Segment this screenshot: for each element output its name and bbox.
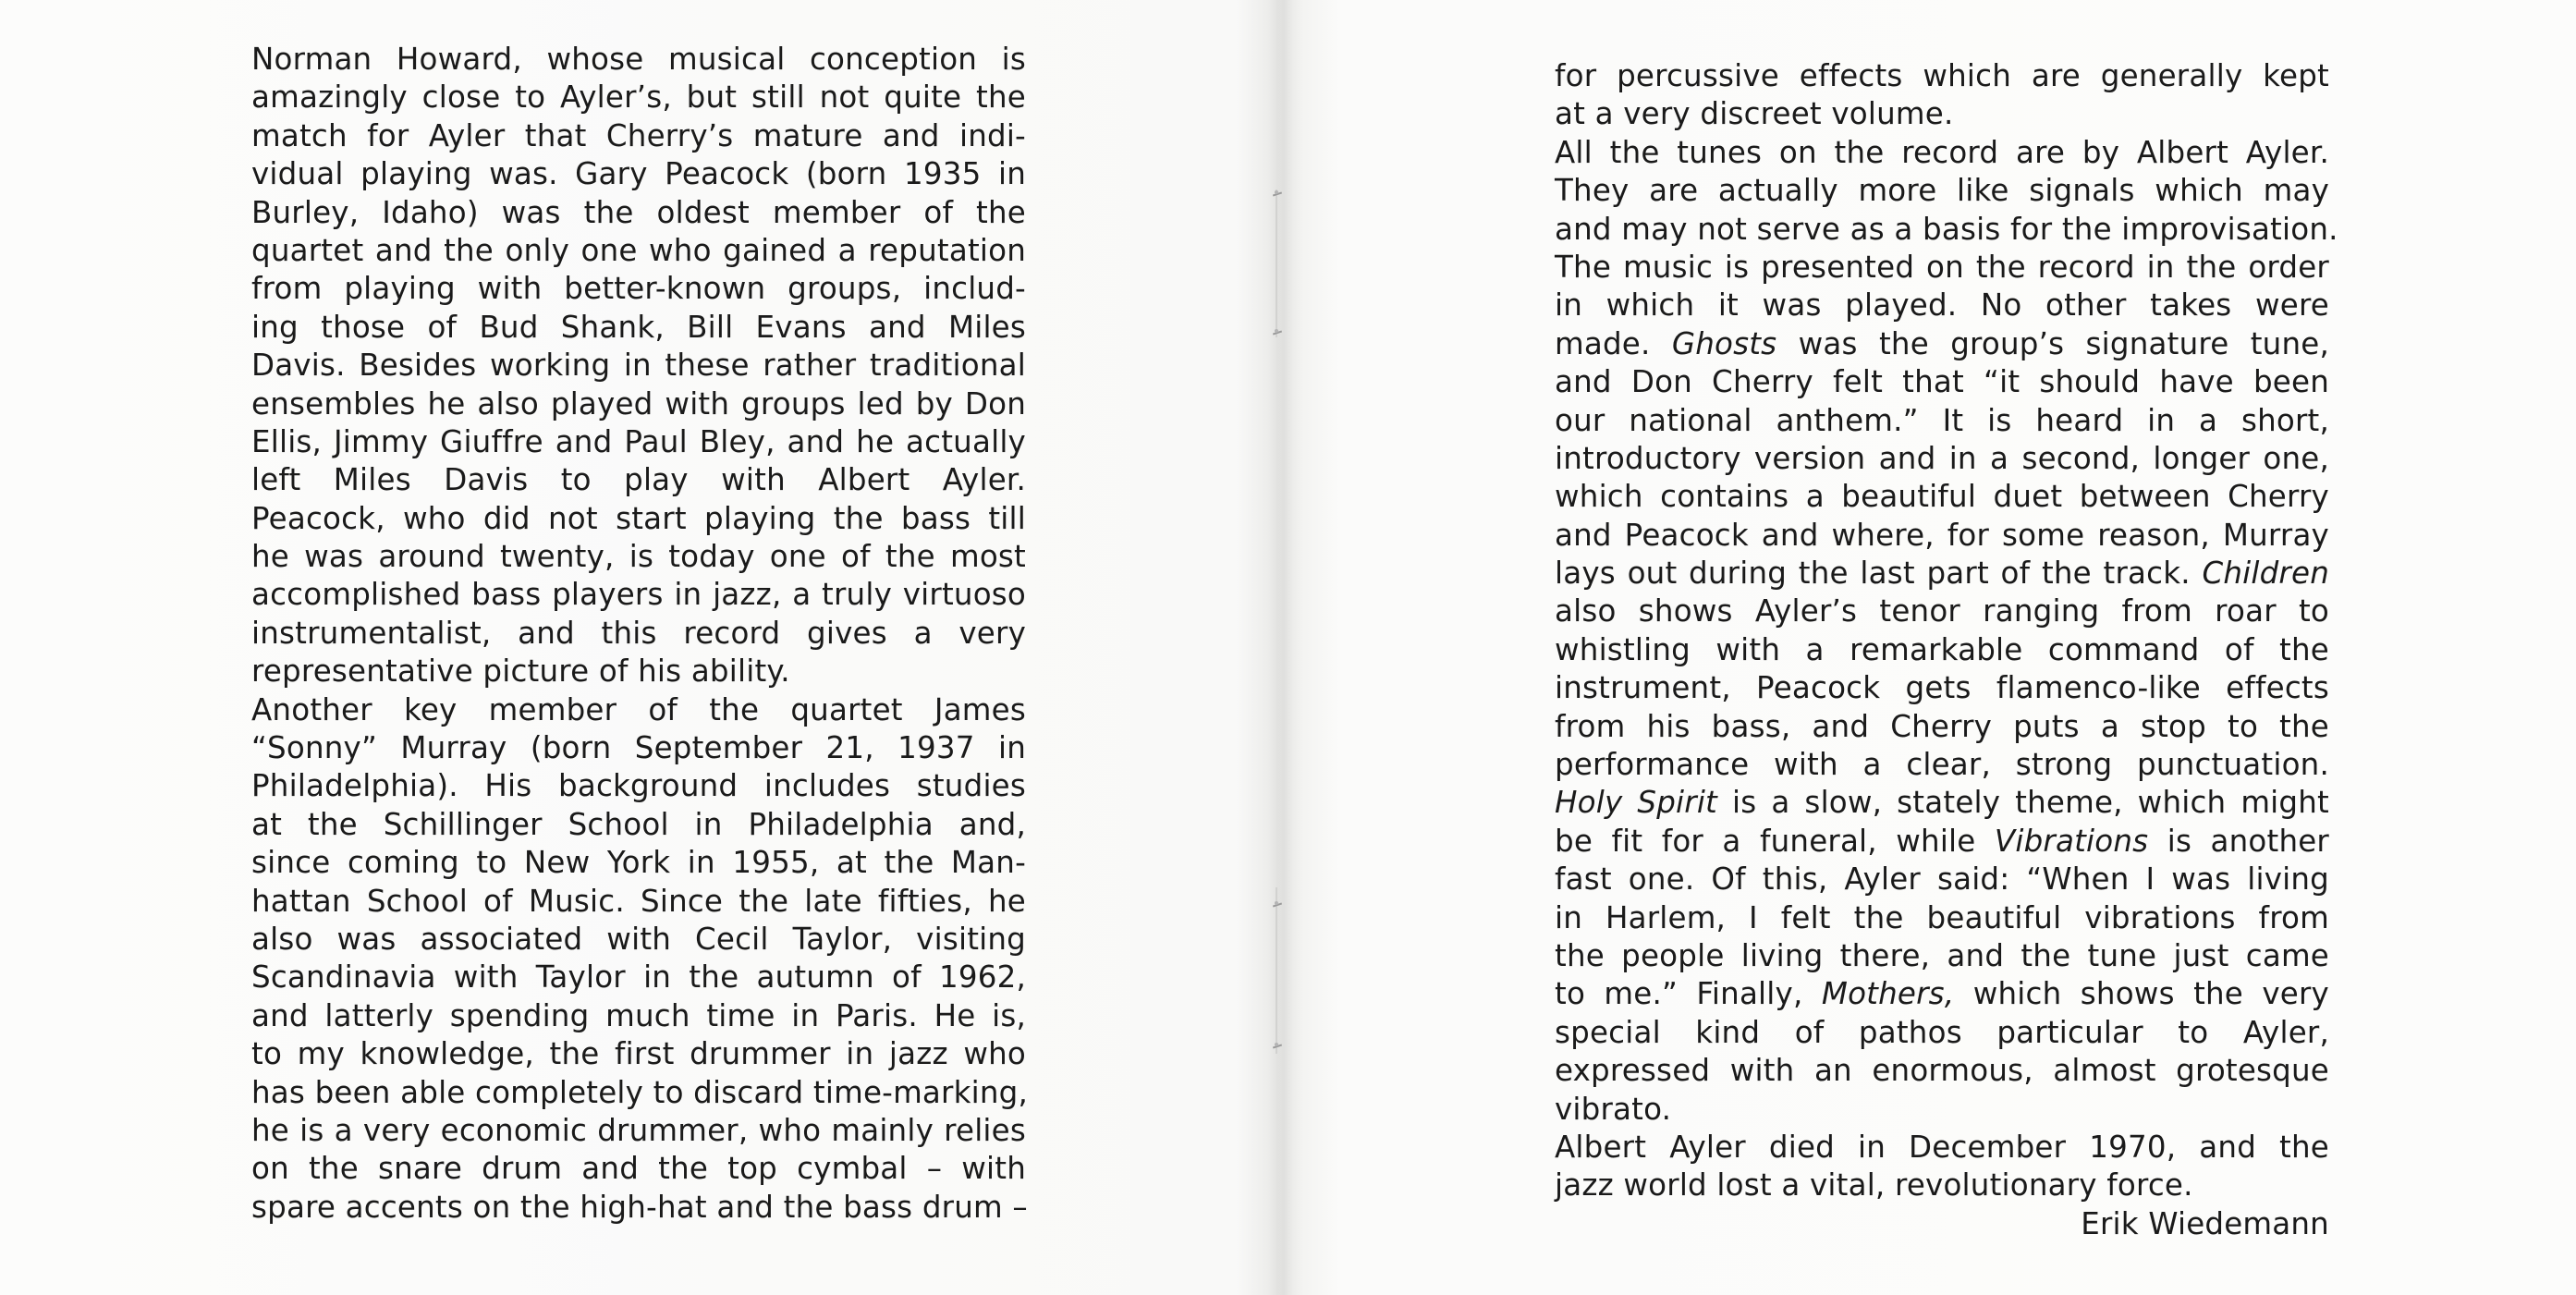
text-segment: They are actually more like signals which may	[1555, 173, 2329, 209]
text-segment: hattan School of Music. Since the late fifties, he	[251, 883, 1026, 919]
text-line	[251, 194, 1026, 232]
text-segment: Ellis, Jimmy Giuffre and Paul Bley, and he actually	[251, 423, 1026, 459]
text-line	[251, 1074, 1029, 1112]
text-line	[251, 347, 1026, 385]
binding-thread	[1276, 887, 1277, 1054]
text-segment: which contains a beautiful duet between Cherry	[1555, 479, 2329, 515]
text-line	[251, 1189, 1026, 1227]
text-line	[251, 500, 1026, 538]
text-segment: also was associated with Cecil Taylor, visiting	[251, 921, 1026, 957]
text-line	[1555, 1167, 2329, 1204]
text-segment: and may not serve as a basis for the improvisation.	[1555, 211, 2338, 247]
text-line	[1555, 975, 2329, 1013]
text-line	[1555, 95, 2329, 133]
text-segment: Philadelphia). His background includes studies	[251, 768, 1026, 804]
text-segment: at the Schillinger School in Philadelphia and,	[251, 806, 1026, 842]
text-segment: vidual playing was. Gary Peacock (born 1935 in	[251, 156, 1026, 192]
text-line	[1555, 1205, 2329, 1243]
text-segment: is another	[2148, 823, 2329, 859]
italic-title: Holy Spirit	[1555, 785, 1717, 821]
text-segment: fast one. Of this, Ayler said: “When I was living	[1555, 861, 2329, 898]
text-segment: representative picture of his ability.	[251, 654, 790, 690]
text-segment: jazz world lost a vital, revolutionary force.	[1555, 1167, 2193, 1203]
text-line	[251, 1150, 1026, 1188]
text-segment: accomplished bass players in jazz, a truly virtuoso	[251, 577, 1026, 613]
text-line	[1555, 669, 2329, 707]
text-segment: Peacock, who did not start playing the bass till	[251, 500, 1026, 536]
staple	[1271, 329, 1284, 336]
text-line	[1555, 287, 2329, 324]
text-line	[1555, 937, 2329, 975]
text-segment: Davis. Besides working in these rather traditional	[251, 348, 1026, 384]
text-line	[1555, 478, 2329, 516]
text-line	[1555, 211, 2338, 249]
text-segment: also shows Ayler’s tenor ranging from roar to	[1555, 593, 2329, 629]
text-segment: made.	[1555, 325, 1672, 361]
text-line	[251, 615, 1026, 653]
text-segment: ing those of Bud Shank, Bill Evans and Miles	[251, 309, 1026, 345]
text-line	[1555, 1052, 2329, 1090]
text-line	[1555, 363, 2329, 401]
text-line	[251, 385, 1026, 423]
staple	[1271, 1043, 1284, 1050]
text-segment: at a very discreet volume.	[1555, 96, 1954, 132]
text-segment: since coming to New York in 1955, at the Man-	[251, 845, 1026, 881]
text-line	[1555, 249, 2329, 287]
text-segment: All the tunes on the record are by Albert Ayler.	[1555, 134, 2329, 170]
text-segment: Norman Howard, whose musical conception is	[251, 42, 1026, 77]
text-segment: which shows the very	[1954, 976, 2329, 1012]
text-segment: spare accents on the high-hat and the bass drum –	[251, 1189, 1028, 1225]
text-segment: performance with a clear, strong punctuation.	[1555, 747, 2329, 783]
italic-title: Ghosts	[1671, 325, 1777, 361]
text-line	[251, 423, 1026, 461]
right-page-text	[1555, 57, 2338, 1243]
text-line	[251, 921, 1026, 959]
text-line	[251, 309, 1026, 347]
text-line	[251, 997, 1026, 1035]
text-line	[251, 461, 1026, 499]
italic-title: Vibrations	[1994, 823, 2149, 859]
text-segment: be fit for a funeral, while	[1555, 823, 1995, 859]
text-segment: match for Ayler that Cherry’s mature and indi-	[251, 117, 1026, 153]
text-segment: for percussive effects which are generally kept	[1555, 58, 2329, 93]
text-segment: from his bass, and Cherry puts a stop to the	[1555, 708, 2329, 744]
text-segment: is a slow, stately theme, which might	[1717, 785, 2329, 821]
text-segment: on the snare drum and the top cymbal – with	[251, 1151, 1026, 1187]
text-segment: to me.” Finally,	[1555, 976, 1822, 1012]
text-line	[251, 959, 1026, 996]
text-segment: introductory version and in a second, longer one,	[1555, 440, 2329, 476]
text-line	[1555, 861, 2329, 898]
text-segment: from playing with better-known groups, includ-	[251, 271, 1026, 307]
staple	[1271, 190, 1284, 198]
text-segment: instrument, Peacock gets flamenco-like effects	[1555, 670, 2329, 706]
text-segment: the people living there, and the tune just came	[1555, 937, 2329, 973]
text-segment: in Harlem, I felt the beautiful vibrations from	[1555, 899, 2329, 935]
text-line	[251, 767, 1026, 805]
text-line	[1555, 555, 2329, 593]
text-line	[251, 691, 1026, 729]
text-line	[251, 576, 1026, 614]
text-segment: and latterly spending much time in Paris. He is,	[251, 997, 1026, 1033]
text-segment: “Sonny” Murray (born September 21, 1937 in	[251, 730, 1026, 766]
text-segment: Burley, Idaho) was the oldest member of the	[251, 194, 1026, 230]
text-segment: The music is presented on the record in the order	[1555, 249, 2329, 285]
text-line	[1555, 746, 2329, 784]
text-segment: lays out during the last part of the track.	[1555, 556, 2203, 592]
text-segment: Albert Ayler died in December 1970, and the	[1555, 1129, 2329, 1165]
text-line	[1555, 784, 2329, 822]
text-line	[251, 729, 1026, 767]
text-segment: instrumentalist, and this record gives a very	[251, 615, 1026, 651]
italic-title: Mothers,	[1821, 976, 1955, 1012]
text-line	[1555, 172, 2329, 210]
text-line	[1555, 57, 2329, 95]
binding-thread	[1276, 189, 1277, 337]
text-segment: and Peacock and where, for some reason, Murray	[1555, 517, 2329, 553]
text-line	[251, 1112, 1026, 1150]
text-line	[251, 883, 1026, 921]
text-segment: our national anthem.” It is heard in a short,	[1555, 402, 2329, 438]
staple	[1271, 901, 1284, 909]
text-segment: was the group’s signature tune,	[1776, 325, 2330, 361]
text-segment: to my knowledge, the first drummer in jazz who	[251, 1036, 1026, 1072]
text-line	[1555, 899, 2329, 937]
text-line	[1555, 134, 2329, 172]
text-segment: quartet and the only one who gained a reputation	[251, 232, 1026, 268]
text-segment: ensembles he also played with groups led by Don	[251, 385, 1026, 421]
text-segment: has been able completely to discard time-marking,	[251, 1074, 1029, 1110]
text-line	[251, 538, 1026, 576]
text-line	[251, 41, 1026, 79]
text-segment: he is a very economic drummer, who mainly relies	[251, 1112, 1026, 1148]
text-line	[1555, 517, 2329, 555]
text-segment: Erik Wiedemann	[2081, 1205, 2329, 1241]
text-line	[251, 806, 1026, 844]
text-line	[1555, 1129, 2329, 1167]
text-line	[1555, 1091, 2329, 1129]
text-line	[1555, 631, 2329, 669]
text-segment: Scandinavia with Taylor in the autumn of 1962,	[251, 959, 1026, 996]
left-page-text	[251, 41, 1029, 1227]
italic-title: Children	[2202, 556, 2329, 592]
text-line	[1555, 1014, 2329, 1052]
text-segment: expressed with an enormous, almost grotesque	[1555, 1053, 2329, 1089]
text-segment: left Miles Davis to play with Albert Ayler.	[251, 462, 1026, 498]
text-line	[251, 79, 1026, 116]
text-line	[251, 155, 1026, 193]
text-segment: Another key member of the quartet James	[251, 691, 1026, 727]
text-line	[251, 232, 1026, 270]
text-segment: in which it was played. No other takes were	[1555, 287, 2329, 324]
text-line	[251, 844, 1026, 882]
text-segment: vibrato.	[1555, 1091, 1672, 1127]
text-line	[251, 1035, 1026, 1073]
text-segment: whistling with a remarkable command of the	[1555, 631, 2329, 667]
text-segment: amazingly close to Ayler’s, but still not quite the	[251, 79, 1026, 116]
text-line	[251, 117, 1026, 155]
text-segment: and Don Cherry felt that “it should have been	[1555, 364, 2329, 400]
text-line	[1555, 325, 2329, 363]
text-segment: special kind of pathos particular to Ayler,	[1555, 1014, 2329, 1050]
text-segment: he was around twenty, is today one of the most	[251, 539, 1026, 575]
text-line	[1555, 402, 2329, 440]
text-line	[1555, 593, 2329, 630]
text-line	[1555, 708, 2329, 746]
text-line	[251, 270, 1026, 308]
text-line	[1555, 440, 2329, 478]
text-line	[1555, 823, 2329, 861]
text-line	[251, 653, 1026, 690]
